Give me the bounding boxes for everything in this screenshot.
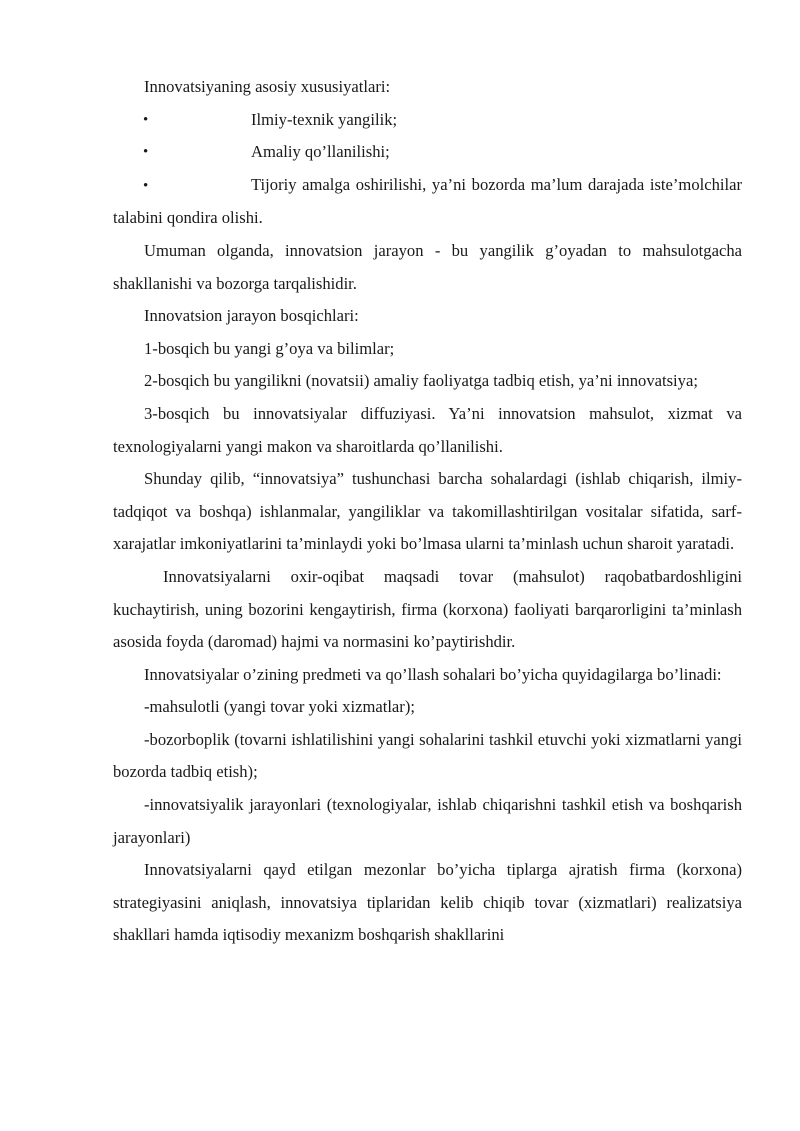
paragraph: -bozorboplik (tovarni ishlatilishini yangi sohalarini tashkil etuvchi yoki xizmatlarni yangi bozorda tadbiq etish); <box>113 729 742 782</box>
paragraph: -mahsulotli (yangi tovar yoki xizmatlar); <box>144 697 415 717</box>
section-heading: Innovatsiyaning asosiy xususiyatlari: <box>144 77 391 96</box>
bullet-icon: • <box>143 111 149 128</box>
bullet-icon: • <box>143 144 149 161</box>
document-page <box>113 71 742 952</box>
paragraph: 2-bosqich bu yangilikni (novatsii) amaliy faoliyatga tadbiq etish, ya’ni innovatsiya; <box>144 371 698 391</box>
paragraph: Shunday qilib, “innovatsiya” tushunchasi barcha sohalardagi (ishlab chiqarish, ilmiy-tadqiqot va boshqa) ishlanmalar, yangiliklar va takomillashtirilgan vositalar sifatida, sarf-xarajatlar imkoniyatlarini ta’minlaydi yoki bo’lmasa ularni ta’minlash uchun sharoit yaratadi. <box>113 469 742 554</box>
paragraph: 3-bosqich bu innovatsiyalar diffuziyasi. Ya’ni innovatsion mahsulot, xizmat va texnologiyalarni yangi makon va sharoitlarda qo’llanilishi. <box>113 403 742 456</box>
bullet-item <box>113 169 742 235</box>
paragraph: Innovatsion jarayon bosqichlari: <box>144 306 359 326</box>
paragraph: 1-bosqich bu yangi g’oya va bilimlar; <box>144 338 395 358</box>
paragraph: Innovatsiyalarni qayd etilgan mezonlar bo’yicha tiplarga ajratish firma (korxona) strategiyasini aniqlash, innovatsiya tiplaridan kelib chiqib tovar (xizmatlari) realizatsiya shakllari hamda iqtisodiy mexanizm boshqarish shakllarini <box>113 860 742 945</box>
bullet-icon: • <box>143 177 149 194</box>
bullet-item <box>113 104 742 137</box>
bullet-text: Amaliy qo’llanilishi; <box>251 142 390 162</box>
paragraph: Innovatsiyalarni oxir-oqibat maqsadi tovar (mahsulot) raqobatbardoshligini kuchaytirish, uning bozorini kengaytirish, firma (korxona) faoliyati barqarorligini ta’minlash asosida foyda (daromad) hajmi va normasini ko’paytirishdir. <box>113 566 742 652</box>
bullet-text: Tijoriy amalga oshirilishi, ya’ni bozorda ma’lum darajada iste’molchilar talabini qondira olishi. <box>113 174 742 228</box>
paragraph: Innovatsiyalar o’zining predmeti va qo’llash sohalari bo’yicha quyidagilarga bo’linadi: <box>144 664 722 684</box>
paragraph: -innovatsiyalik jarayonlari (texnologiyalar, ishlab chiqarishni tashkil etish va boshqarish jarayonlari) <box>113 795 742 847</box>
bullet-text: Ilmiy-texnik yangilik; <box>251 109 398 129</box>
bullet-item <box>113 136 742 169</box>
paragraph: Umuman olganda, innovatsion jarayon - bu yangilik g’oyadan to mahsulotgacha shakllanishi va bozorga tarqalishidir. <box>113 240 742 293</box>
